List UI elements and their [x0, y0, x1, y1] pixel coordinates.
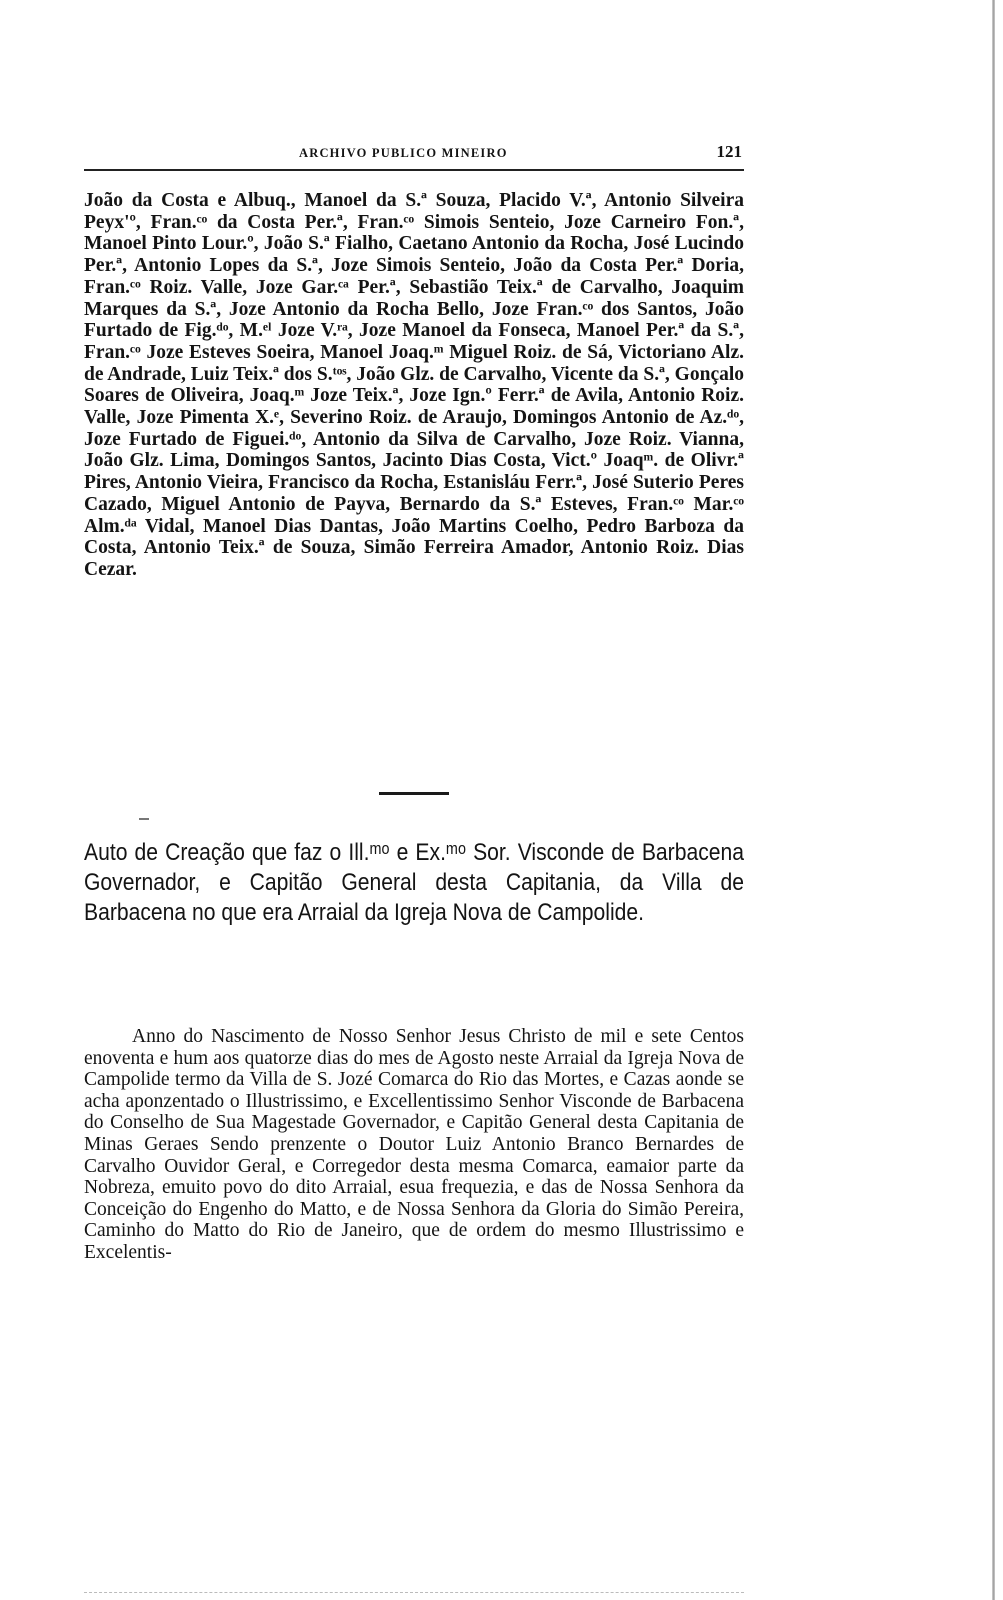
act-body-section	[84, 1026, 744, 1264]
names-list-section	[84, 190, 744, 581]
page-edge-shadow	[992, 0, 995, 1600]
names-paragraph: João da Costa e Albuq., Manoel da S.ª Souza, Placido V.ª, Antonio Silveira Peyx'º, Fran.ᶜᵒ da Costa Per.ª, Fran.ᶜᵒ Simois Senteio, Joze Carneiro Fon.ª, Manoel Pinto Lour.º, João S.ª Fialho, Caetano Antonio da Rocha, José Lucindo Per.ª, Antonio Lopes da S.ª, Joze Simois Senteio, João da Costa Per.ª Doria, Fran.ᶜᵒ Roiz. Valle, Joze Gar.ᶜᵃ Per.ª, Sebastião Teix.ª de Carvalho, Joaquim Marques da S.ª, Joze Antonio da Rocha Bello, Joze Fran.ᶜᵒ dos Santos, João Furtado de Fig.ᵈᵒ, M.ᵉˡ Joze V.ʳᵃ, Joze Manoel da Fonseca, Manoel Per.ª da S.ª, Fran.ᶜᵒ Joze Esteves Soeira, Manoel Joaq.ᵐ Miguel Roiz. de Sá, Victoriano Alz. de Andrade, Luiz Teix.ª dos S.ᵗᵒˢ, João Glz. de Carvalho, Vicente da S.ª, Gonçalo Soares de Oliveira, Joaq.ᵐ Joze Teix.ª, Joze Ign.º Ferr.ª de Avila, Antonio Roiz. Valle, Joze Pimenta X.ᵉ, Severino Roiz. de Araujo, Domingos Antonio de Az.ᵈᵒ, Joze Furtado de Figuei.ᵈᵒ, Antonio da Silva de Carvalho, Joze Roiz. Vianna, João Glz. Lima, Domingos Santos, Jacinto Dias Costa, Vict.º Joaqᵐ. de Olivr.ª Pires, Antonio Vieira, Francisco da Rocha, Estanisláu Ferr.ª, José Suterio Peres Cazado, Miguel Antonio de Payva, Bernardo da S.ª Esteves, Fran.ᶜᵒ Mar.ᶜᵒ Alm.ᵈᵃ Vidal, Manoel Dias Dantas, João Martins Coelho, Pedro Barboza da Costa, Antonio Teix.ª de Souza, Simão Ferreira Amador, Antonio Roiz. Dias Cezar.	[84, 190, 745, 580]
section-divider	[379, 792, 449, 795]
margin-dash	[139, 818, 149, 820]
page-header	[84, 142, 744, 168]
act-body-paragraph: Anno do Nascimento de Nosso Senhor Jesus Christo de mil e sete Centos enoventa e hum aos quatorze dias do mes de Agosto neste Arraial da Igreja Nova de Campolide termo da Villa de S. Jozé Comarca do Rio das Mortes, e Cazas aonde se acha aponzentado o Illustrissimo, e Excellentissimo Senhor Visconde de Barbacena do Conselho de Sua Magestade Governador, e Capitão General desta Capitania de Minas Geraes Sendo prenzente o Doutor Luiz Antonio Branco Bernardes de Carvalho Ouvidor Geral, e Corregedor desta mesma Comarca, eamaior parte da Nobreza, emuito povo do dito Arraial, esua frequezia, e das de Nossa Senhora da Conceição do Engenho do Matto, e de Nossa Senhora da Gloria do Simão Pereira, Caminho do Matto do Rio de Janeiro, que de ordem do mesmo Illustrissimo e Excelentis-	[84, 1026, 744, 1263]
page-number: 121	[716, 142, 742, 161]
act-title: Auto de Creação que faz o Ill.ᵐᵒ e Ex.ᵐᵒ Sor. Visconde de Barbacena Governador, e Capitão General desta Capitania, da Villa de Barbacena no que era Arraial da Igreja Nova de Campolide.	[84, 839, 744, 926]
bottom-rule	[84, 1592, 744, 1594]
running-head: ARCHIVO PUBLICO MINEIRO	[299, 146, 508, 160]
header-rule	[84, 169, 744, 171]
